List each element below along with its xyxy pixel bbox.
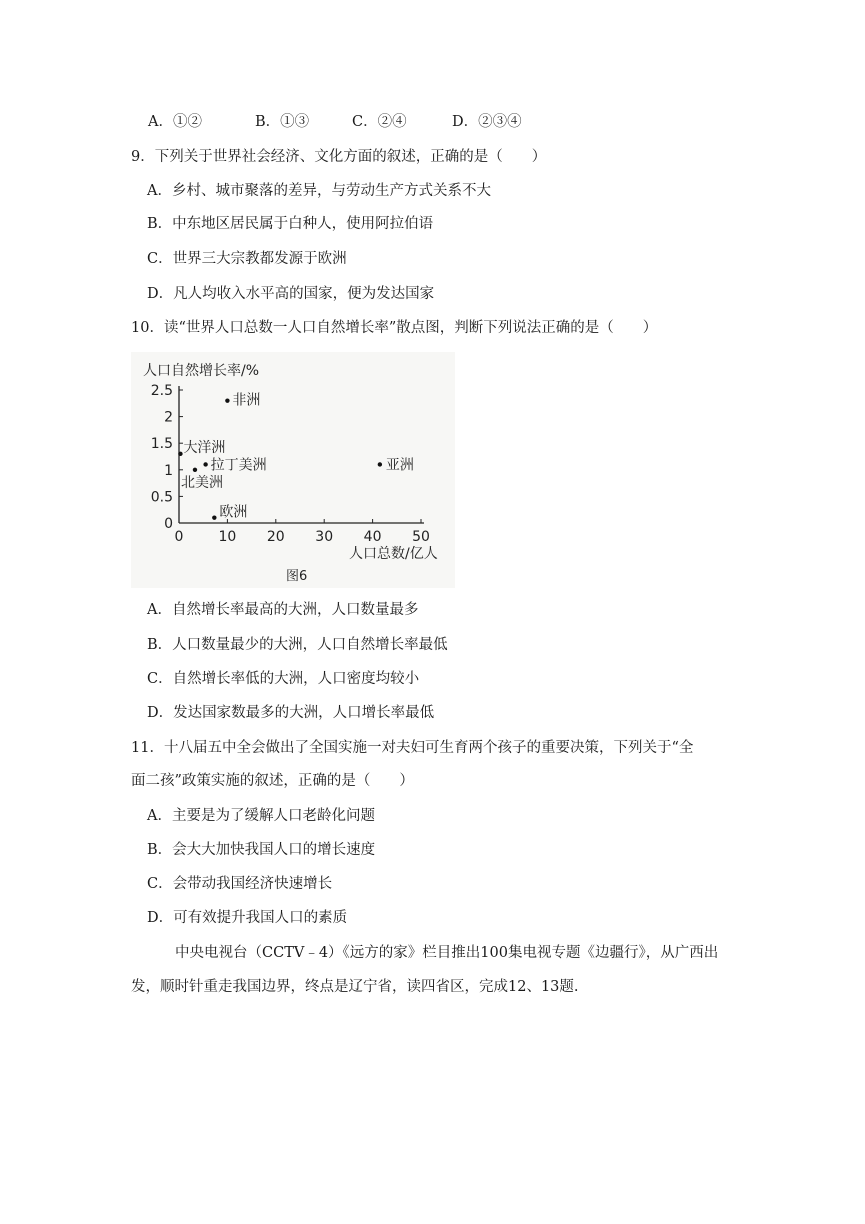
data-point-label: 非洲 [232, 392, 261, 409]
data-point-label: 欧洲 [219, 504, 248, 521]
q11-option-c[interactable]: C．会带动我国经济快速增长 [147, 876, 333, 892]
q11-option-d[interactable]: D．可有效提升我国人口的素质 [147, 910, 348, 926]
x-tick-label: 20 [266, 529, 285, 545]
data-point-label: 亚洲 [385, 457, 414, 474]
y-tick-label: 1 [164, 462, 173, 479]
x-tick-label: 0 [174, 529, 184, 545]
y-tick-label: 2 [164, 409, 173, 426]
q8-option-d[interactable]: D．②③④ [452, 114, 522, 130]
q10-option-c[interactable]: C．自然增长率低的大洲，人口密度均较小 [147, 671, 420, 687]
x-tick-label: 50 [412, 529, 430, 545]
q8-option-a[interactable]: A．①② [148, 114, 202, 130]
q11-stem-line2: 面二孩”政策实施的叙述，正确的是（ ） [131, 773, 414, 789]
q9-option-b[interactable]: B．中东地区居民属于白种人，使用阿拉伯语 [147, 216, 434, 232]
q10-option-d[interactable]: D．发达国家数最多的大洲，人口增长率最低 [147, 705, 435, 721]
q9-option-a[interactable]: A．乡村、城市聚落的差异，与劳动生产方式关系不大 [147, 183, 491, 199]
x-axis-label: 人口总数/亿人 [349, 546, 438, 562]
data-point [203, 462, 207, 466]
y-tick-label: 0.5 [150, 489, 173, 506]
data-point [193, 468, 197, 472]
figure-caption: 图6 [286, 569, 308, 584]
q10-option-a[interactable]: A．自然增长率最高的大洲，人口数量最多 [147, 602, 419, 618]
data-point [225, 398, 229, 402]
q9-option-c[interactable]: C．世界三大宗教都发源于欧洲 [147, 251, 347, 267]
x-tick-label: 40 [363, 529, 382, 545]
y-tick-label: 2.5 [150, 383, 173, 399]
data-point [212, 515, 216, 519]
data-point [378, 462, 382, 466]
q10-option-b[interactable]: B．人口数量最少的大洲，人口自然增长率最低 [147, 637, 448, 653]
y-axis-label: 人口自然增长率/% [143, 363, 260, 379]
q11-option-a[interactable]: A．主要是为了缓解人口老龄化问题 [147, 808, 375, 824]
data-point-label: 大洋洲 [183, 439, 226, 456]
data-point-label: 北美洲 [180, 474, 223, 491]
x-tick-label: 10 [218, 529, 237, 545]
y-tick-label: 1.5 [150, 436, 173, 453]
q8-option-b[interactable]: B．①③ [255, 114, 310, 130]
y-tick-label: 0 [164, 516, 173, 532]
scatter-chart [131, 352, 455, 588]
passage-line2: 发，顺时针重走我国边界，终点是辽宁省，读四省区，完成12、13题. [131, 979, 579, 995]
passage-line1: 中央电视台（CCTV﹣4）《远方的家》栏目推出100集电视专题《边疆行》，从广西出 [175, 945, 719, 961]
data-point-label: 拉丁美洲 [210, 457, 267, 474]
data-point [178, 452, 182, 456]
q10-stem: 10．读“世界人口总数一人口自然增长率”散点图，判断下列说法正确的是（ ） [131, 320, 658, 336]
scatter-figure [131, 352, 455, 588]
q11-option-b[interactable]: B．会大大加快我国人口的增长速度 [147, 842, 376, 858]
x-tick-label: 30 [315, 529, 334, 545]
q9-option-d[interactable]: D．凡人均收入水平高的国家，便为发达国家 [147, 286, 435, 302]
q11-stem-line1: 11．十八届五中全会做出了全国实施一对夫妇可生育两个孩子的重要决策，下列关于“全 [131, 740, 694, 756]
q8-option-c[interactable]: C．②④ [352, 114, 407, 130]
q9-stem: 9．下列关于世界社会经济、文化方面的叙述，正确的是（ ） [131, 149, 547, 165]
